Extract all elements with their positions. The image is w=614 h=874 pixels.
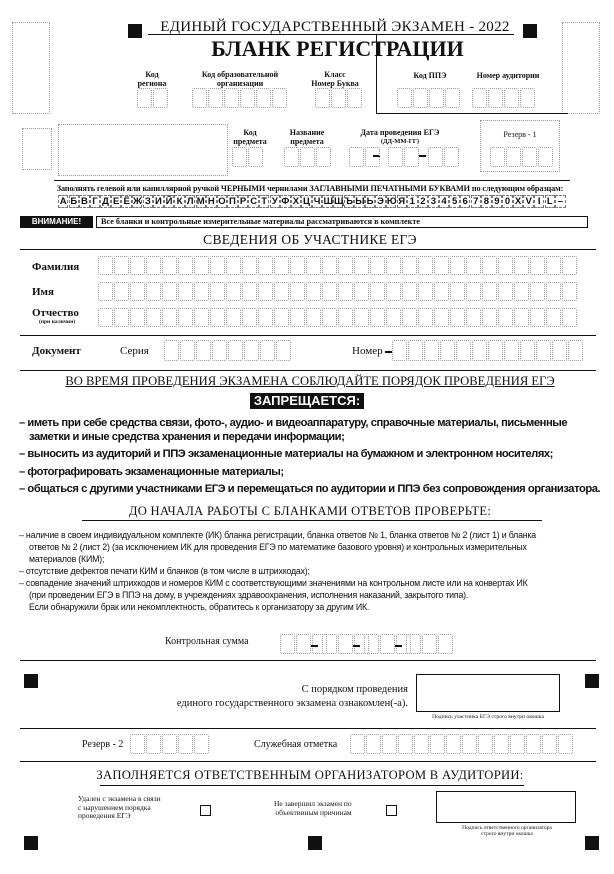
sample-char: Б [70, 196, 78, 207]
surname-cell[interactable] [242, 256, 257, 275]
sample-char: Ъ [344, 196, 353, 207]
patronymic-cell[interactable] [290, 308, 305, 327]
name-cell[interactable] [210, 282, 225, 301]
patronymic-cell[interactable] [242, 308, 257, 327]
sample-char: Ч [313, 196, 321, 207]
reserve-1-label: Резерв - 1 [503, 130, 537, 139]
name-cell[interactable] [242, 282, 257, 301]
rules-title: ВО ВРЕМЯ ПРОВЕДЕНИЯ ЭКЗАМЕНА СОБЛЮДАЙТЕ ПОРЯДОК ПРОВЕДЕНИЯ ЕГЭ [65, 374, 555, 388]
patronymic-cell[interactable] [130, 308, 145, 327]
surname-cell[interactable] [402, 256, 417, 275]
document-label: Документ [32, 345, 81, 357]
service-mark-label: Служебная отметка [254, 739, 338, 750]
surname-cell[interactable] [306, 256, 321, 275]
room-number-label: Номер аудитории [476, 71, 540, 80]
org-code-cell[interactable] [256, 88, 271, 108]
barcode-area [58, 124, 228, 176]
patronymic-cell[interactable] [338, 308, 353, 327]
sample-char: Ю [386, 196, 397, 207]
forbidden-item: – фотографировать экзаменационные материалы; [19, 466, 284, 478]
patronymic-cell[interactable] [370, 308, 385, 327]
forbidden-item: заметки и иные средства хранения и передачи информации; [29, 431, 345, 443]
doc-series-cell[interactable] [244, 340, 259, 361]
reserve-1-cell[interactable] [490, 147, 505, 167]
service-mark-cell[interactable] [462, 734, 477, 754]
sample-char: Щ [334, 196, 344, 207]
patronymic-cell[interactable] [386, 308, 401, 327]
checksum-cell[interactable] [296, 634, 311, 654]
patronymic-cell[interactable] [274, 308, 289, 327]
patronymic-cell[interactable] [322, 308, 337, 327]
surname-cell[interactable] [290, 256, 305, 275]
name-cell[interactable] [386, 282, 401, 301]
date-year-cell[interactable] [444, 147, 459, 167]
patronymic-cell[interactable] [418, 308, 433, 327]
subject-code-cell[interactable] [232, 147, 247, 167]
sample-char: 8 [481, 195, 491, 208]
name-cell[interactable] [306, 282, 321, 301]
patronymic-note: (при наличии) [39, 319, 76, 325]
registration-mark [128, 24, 142, 38]
surname-cell[interactable] [146, 256, 161, 275]
participant-signature-note: Подпись участника ЕГЭ строго внутри окошка [432, 714, 544, 720]
name-cell[interactable] [258, 282, 273, 301]
reserve-1-cell[interactable] [506, 147, 521, 167]
sample-char: Т [259, 195, 269, 208]
patronymic-cell[interactable] [194, 308, 209, 327]
name-cell[interactable] [562, 282, 577, 301]
surname-cell[interactable] [226, 256, 241, 275]
subject-name-label: Название предмета [289, 128, 325, 146]
surname-cell[interactable] [162, 256, 177, 275]
forbidden-item: – выносить из аудиторий и ППЭ экзаменационные материалы на бумажном и электронном носителях; [19, 448, 553, 460]
surname-cell[interactable] [130, 256, 145, 275]
patronymic-cell[interactable] [466, 308, 481, 327]
name-cell[interactable] [322, 282, 337, 301]
check-line: ответов № 2 (лист 2) (за исключением ИК для проведения ЕГЭ по математике базового уровня) и контрольных измерительных [29, 542, 527, 552]
patronymic-label: Отчество [32, 307, 79, 319]
date-day-cell[interactable] [349, 147, 364, 167]
participant-section-title: СВЕДЕНИЯ ОБ УЧАСТНИКЕ ЕГЭ [203, 232, 417, 247]
surname-label: Фамилия [32, 261, 80, 273]
checksum-cell[interactable] [280, 634, 295, 654]
registration-mark [585, 674, 599, 688]
number-label: Номер [352, 345, 383, 357]
service-mark-cell[interactable] [478, 734, 493, 754]
patronymic-cell[interactable] [354, 308, 369, 327]
sample-char: Ь [366, 196, 374, 207]
service-mark-cell[interactable] [526, 734, 541, 754]
subject-name-cell[interactable] [284, 147, 299, 167]
sample-char: Ц [303, 196, 310, 207]
forbidden-item: – общаться с другими участниками ЕГЭ и перемещаться по аудитории и ППЭ без сопровождения организатора. [19, 483, 601, 495]
sample-char: Ф [281, 196, 290, 207]
org-code-cell[interactable] [272, 88, 287, 108]
sample-char: У [270, 195, 280, 208]
patronymic-cell[interactable] [498, 308, 513, 327]
ppe-code-cell[interactable] [445, 88, 460, 108]
surname-cell[interactable] [562, 256, 577, 275]
class-cell[interactable] [347, 88, 362, 108]
acquaint-line2: единого государственного экзамена ознакомлен(-а). [176, 698, 408, 709]
org-code-cell[interactable] [224, 88, 239, 108]
sample-char: I [534, 195, 544, 208]
check-line: Если обнаружили брак или некомплектность, обратитесь к организатору за другим ИК. [29, 602, 370, 612]
sample-char: К [174, 195, 184, 208]
forbidden-item: – иметь при себе средства связи, фото-, аудио- и видеоаппаратуру, справочные материалы, письменные [19, 417, 568, 429]
class-cell[interactable] [331, 88, 346, 108]
doc-number-cell[interactable] [504, 340, 519, 361]
reserve-2-cell[interactable] [146, 734, 161, 754]
not-finished-label: Не завершил экзамен по объективным причинам [274, 799, 352, 817]
separator-dash [353, 645, 360, 647]
name-cell[interactable] [354, 282, 369, 301]
surname-cell[interactable] [434, 256, 449, 275]
check-title: ДО НАЧАЛА РАБОТЫ С БЛАНКАМИ ОТВЕТОВ ПРОВЕРЬТЕ: [128, 504, 492, 518]
sample-char: – [555, 195, 565, 208]
separator-dash [385, 351, 392, 353]
ppe-code-cell[interactable] [397, 88, 412, 108]
region-code-label: Код региона [137, 70, 167, 88]
reserve-2-label: Резерв - 2 [82, 739, 124, 750]
sample-char: 1 [407, 195, 417, 208]
check-line: материалов (КИМ); [29, 554, 105, 564]
patronymic-cell[interactable] [146, 308, 161, 327]
checksum-cell[interactable] [438, 634, 453, 654]
doc-number-cell[interactable] [552, 340, 567, 361]
service-mark-cell[interactable] [366, 734, 381, 754]
check-line: – наличие в своем индивидуальном комплекте (ИК) бланка регистрации, бланка ответов № 1, бланка ответов № 2 (лист 1) и бланка [19, 530, 536, 540]
doc-series-cell[interactable] [212, 340, 227, 361]
attention-badge: ВНИМАНИЕ! [20, 216, 93, 228]
name-cell[interactable] [338, 282, 353, 301]
doc-number-cell[interactable] [456, 340, 471, 361]
surname-cell[interactable] [514, 256, 529, 275]
subject-code-cell[interactable] [248, 147, 263, 167]
surname-cell[interactable] [498, 256, 513, 275]
checksum-cell[interactable] [364, 634, 379, 654]
service-mark-cell[interactable] [414, 734, 429, 754]
doc-series-cell[interactable] [164, 340, 179, 361]
sample-char: Й [165, 196, 173, 207]
reserve-2-cell[interactable] [194, 734, 209, 754]
surname-cell[interactable] [114, 256, 129, 275]
surname-cell[interactable] [338, 256, 353, 275]
patronymic-cell[interactable] [562, 308, 577, 327]
service-mark-cell[interactable] [542, 734, 557, 754]
room-number-cell[interactable] [504, 88, 519, 108]
service-mark-cell[interactable] [510, 734, 525, 754]
name-label: Имя [32, 286, 54, 298]
acquaint-line1: С порядком проведения [301, 684, 408, 695]
name-cell[interactable] [162, 282, 177, 301]
checksum-cell[interactable] [380, 634, 395, 654]
sample-char: С [250, 196, 258, 207]
separator-dash [395, 645, 402, 647]
patronymic-cell[interactable] [162, 308, 177, 327]
surname-cell[interactable] [98, 256, 113, 275]
doc-number-cell[interactable] [440, 340, 455, 361]
sample-char: 9 [492, 195, 502, 208]
sample-char: И [155, 196, 162, 207]
name-cell[interactable] [498, 282, 513, 301]
removed-checkbox[interactable] [200, 805, 211, 816]
reserve-2-cell[interactable] [162, 734, 177, 754]
region-code-cell[interactable] [137, 88, 152, 108]
sample-char: V [523, 195, 533, 208]
form-title: БЛАНК РЕГИСТРАЦИИ [211, 36, 464, 61]
surname-cell[interactable] [178, 256, 193, 275]
check-line: – отсутствие дефектов печати КИМ и бланков (в том числе в штрихкодах); [19, 566, 310, 576]
removed-label: Удален с экзамена в связи с нарушением порядка проведения ЕГЭ [78, 794, 161, 820]
checksum-label: Контрольная сумма [165, 636, 249, 647]
surname-cell[interactable] [370, 256, 385, 275]
barcode-area-right [562, 22, 600, 114]
sample-char: 0 [502, 195, 512, 208]
doc-number-cell[interactable] [520, 340, 535, 361]
sample-char: О [218, 196, 226, 207]
surname-cell[interactable] [546, 256, 561, 275]
name-cell[interactable] [402, 282, 417, 301]
ppe-code-label: Код ППЭ [413, 71, 447, 80]
name-cell[interactable] [178, 282, 193, 301]
date-year-cell[interactable] [428, 147, 443, 167]
reserve-2-cell[interactable] [130, 734, 145, 754]
checksum-cell[interactable] [322, 634, 337, 654]
sample-char: Л [186, 196, 194, 207]
ppe-code-cell[interactable] [413, 88, 428, 108]
sample-char: З [143, 195, 153, 208]
name-cell[interactable] [194, 282, 209, 301]
forbidden-badge: ЗАПРЕЩАЕТСЯ: [250, 393, 364, 409]
name-cell[interactable] [290, 282, 305, 301]
sample-char: Р [238, 195, 248, 208]
surname-cell[interactable] [194, 256, 209, 275]
reserve-1-cell[interactable] [522, 147, 537, 167]
sample-char: 7 [471, 195, 481, 208]
patronymic-cell[interactable] [530, 308, 545, 327]
surname-cell[interactable] [418, 256, 433, 275]
doc-number-cell[interactable] [408, 340, 423, 361]
sample-char: В [80, 196, 88, 207]
check-line: – совпадение значений штрихкодов и номеров КИМ с соответствующими значениями на контрольном листе или на конвертах ИК [19, 578, 528, 588]
surname-cell[interactable] [466, 256, 481, 275]
org-code-label: Код образовательной организации [201, 70, 279, 88]
reserve-2-cell[interactable] [178, 734, 193, 754]
service-mark-cell[interactable] [494, 734, 509, 754]
sample-char: Д [102, 196, 109, 207]
sample-char: 6 [460, 195, 470, 208]
doc-number-cell[interactable] [536, 340, 551, 361]
name-cell[interactable] [530, 282, 545, 301]
name-cell[interactable] [226, 282, 241, 301]
exam-date-label: Дата проведения ЕГЭ [360, 128, 440, 137]
patronymic-cell[interactable] [178, 308, 193, 327]
service-mark-cell[interactable] [558, 734, 573, 754]
fill-instruction: Заполнять гелевой или капиллярной ручкой ЧЕРНЫМИ чернилами ЗАГЛАВНЫМИ ПЕЧАТНЫМИ БУКВАМИ по следующим образцам: [56, 184, 564, 193]
service-mark-cell[interactable] [350, 734, 365, 754]
registration-mark [523, 24, 537, 38]
patronymic-cell[interactable] [258, 308, 273, 327]
doc-number-cell[interactable] [392, 340, 407, 361]
attention-text: Все бланки и контрольные измерительные материалы рассматриваются в комплекте [96, 216, 588, 228]
organizer-signature-note: Подпись ответственного организатора строго внутри окошка [462, 825, 552, 838]
surname-cell[interactable] [386, 256, 401, 275]
region-code-cell[interactable] [153, 88, 168, 108]
doc-number-cell[interactable] [424, 340, 439, 361]
registration-mark [308, 836, 322, 850]
surname-cell[interactable] [274, 256, 289, 275]
service-mark-cell[interactable] [430, 734, 445, 754]
room-number-cell[interactable] [488, 88, 503, 108]
name-cell[interactable] [482, 282, 497, 301]
doc-number-cell[interactable] [472, 340, 487, 361]
sample-char: А [59, 196, 67, 207]
date-month-cell[interactable] [404, 147, 419, 167]
name-cell[interactable] [130, 282, 145, 301]
patronymic-cell[interactable] [114, 308, 129, 327]
sample-char: Х [291, 195, 301, 208]
checksum-cell[interactable] [406, 634, 421, 654]
registration-mark [585, 836, 599, 850]
checksum-cell[interactable] [422, 634, 437, 654]
patronymic-cell[interactable] [546, 308, 561, 327]
name-cell[interactable] [418, 282, 433, 301]
patronymic-cell[interactable] [514, 308, 529, 327]
doc-series-cell[interactable] [260, 340, 275, 361]
barcode-area-left [12, 22, 50, 114]
subject-code-label: Код предмета [233, 128, 267, 146]
surname-cell[interactable] [482, 256, 497, 275]
name-cell[interactable] [114, 282, 129, 301]
sample-char: 5 [449, 195, 459, 208]
sample-char: Н [207, 196, 215, 207]
surname-cell[interactable] [210, 256, 225, 275]
doc-series-cell[interactable] [180, 340, 195, 361]
registration-mark [24, 836, 38, 850]
sample-char: X [513, 195, 523, 208]
class-label: Класс Номер Буква [311, 70, 359, 88]
series-label: Серия [120, 345, 149, 357]
reserve-1-cell[interactable] [538, 147, 553, 167]
service-mark-cell[interactable] [446, 734, 461, 754]
patronymic-cell[interactable] [226, 308, 241, 327]
checksum-cell[interactable] [338, 634, 353, 654]
patronymic-cell[interactable] [306, 308, 321, 327]
patronymic-cell[interactable] [210, 308, 225, 327]
sample-char: П [229, 196, 236, 207]
name-cell[interactable] [434, 282, 449, 301]
subject-name-cell[interactable] [300, 147, 315, 167]
check-line: (при проведении ЕГЭ в ППЭ на дому, в учреждениях здравоохранения, исполнения наказаний, закрытого типа). [29, 590, 469, 600]
participant-signature-box[interactable] [416, 674, 560, 712]
exam-title: ЕДИНЫЙ ГОСУДАРСТВЕННЫЙ ЭКЗАМЕН - 2022 [160, 19, 510, 35]
room-number-cell[interactable] [472, 88, 487, 108]
sample-char: Е [111, 195, 121, 208]
not-finished-checkbox[interactable] [386, 805, 397, 816]
doc-series-cell[interactable] [276, 340, 291, 361]
sample-characters [58, 195, 566, 209]
date-month-cell[interactable] [388, 147, 403, 167]
org-code-cell[interactable] [208, 88, 223, 108]
room-number-cell[interactable] [520, 88, 535, 108]
surname-cell[interactable] [258, 256, 273, 275]
patronymic-cell[interactable] [402, 308, 417, 327]
subject-name-cell[interactable] [316, 147, 331, 167]
class-cell[interactable] [315, 88, 330, 108]
name-cell[interactable] [546, 282, 561, 301]
name-cell[interactable] [514, 282, 529, 301]
organizer-signature-box[interactable] [436, 791, 576, 823]
doc-number-cell[interactable] [568, 340, 583, 361]
patronymic-cell[interactable] [98, 308, 113, 327]
patronymic-cell[interactable] [482, 308, 497, 327]
name-cell[interactable] [370, 282, 385, 301]
surname-cell[interactable] [354, 256, 369, 275]
registration-mark [24, 674, 38, 688]
surname-cell[interactable] [322, 256, 337, 275]
service-mark-cell[interactable] [398, 734, 413, 754]
doc-number-cell[interactable] [488, 340, 503, 361]
sample-char: М [196, 196, 205, 207]
surname-cell[interactable] [530, 256, 545, 275]
patronymic-cell[interactable] [434, 308, 449, 327]
sample-char: Я [398, 196, 406, 207]
qr-area [22, 128, 52, 170]
sample-char: Ё [121, 195, 131, 208]
service-mark-cell[interactable] [382, 734, 397, 754]
name-cell[interactable] [466, 282, 481, 301]
organizer-title: ЗАПОЛНЯЕТСЯ ОТВЕТСТВЕННЫМ ОРГАНИЗАТОРОМ В АУДИТОРИИ: [96, 768, 524, 782]
sample-char: L [545, 195, 555, 208]
sample-char: 4 [439, 195, 449, 208]
sample-char: Ж [133, 196, 142, 207]
patronymic-cell[interactable] [450, 308, 465, 327]
sample-char: 3 [428, 195, 438, 208]
sample-char: Э [377, 196, 384, 207]
org-code-cell[interactable] [192, 88, 207, 108]
date-day-cell[interactable] [365, 147, 380, 167]
name-cell[interactable] [274, 282, 289, 301]
separator-dash [311, 645, 318, 647]
exam-date-format: (ДД-ММ-ГГ) [380, 138, 420, 145]
name-cell[interactable] [98, 282, 113, 301]
doc-series-cell[interactable] [228, 340, 243, 361]
doc-series-cell[interactable] [196, 340, 211, 361]
sample-char: Ш [323, 196, 333, 207]
org-code-cell[interactable] [240, 88, 255, 108]
surname-cell[interactable] [450, 256, 465, 275]
sample-char: Г [90, 195, 100, 208]
ppe-code-cell[interactable] [429, 88, 444, 108]
name-cell[interactable] [450, 282, 465, 301]
name-cell[interactable] [146, 282, 161, 301]
sample-char: Ы [355, 196, 365, 207]
sample-char: 2 [418, 195, 428, 208]
